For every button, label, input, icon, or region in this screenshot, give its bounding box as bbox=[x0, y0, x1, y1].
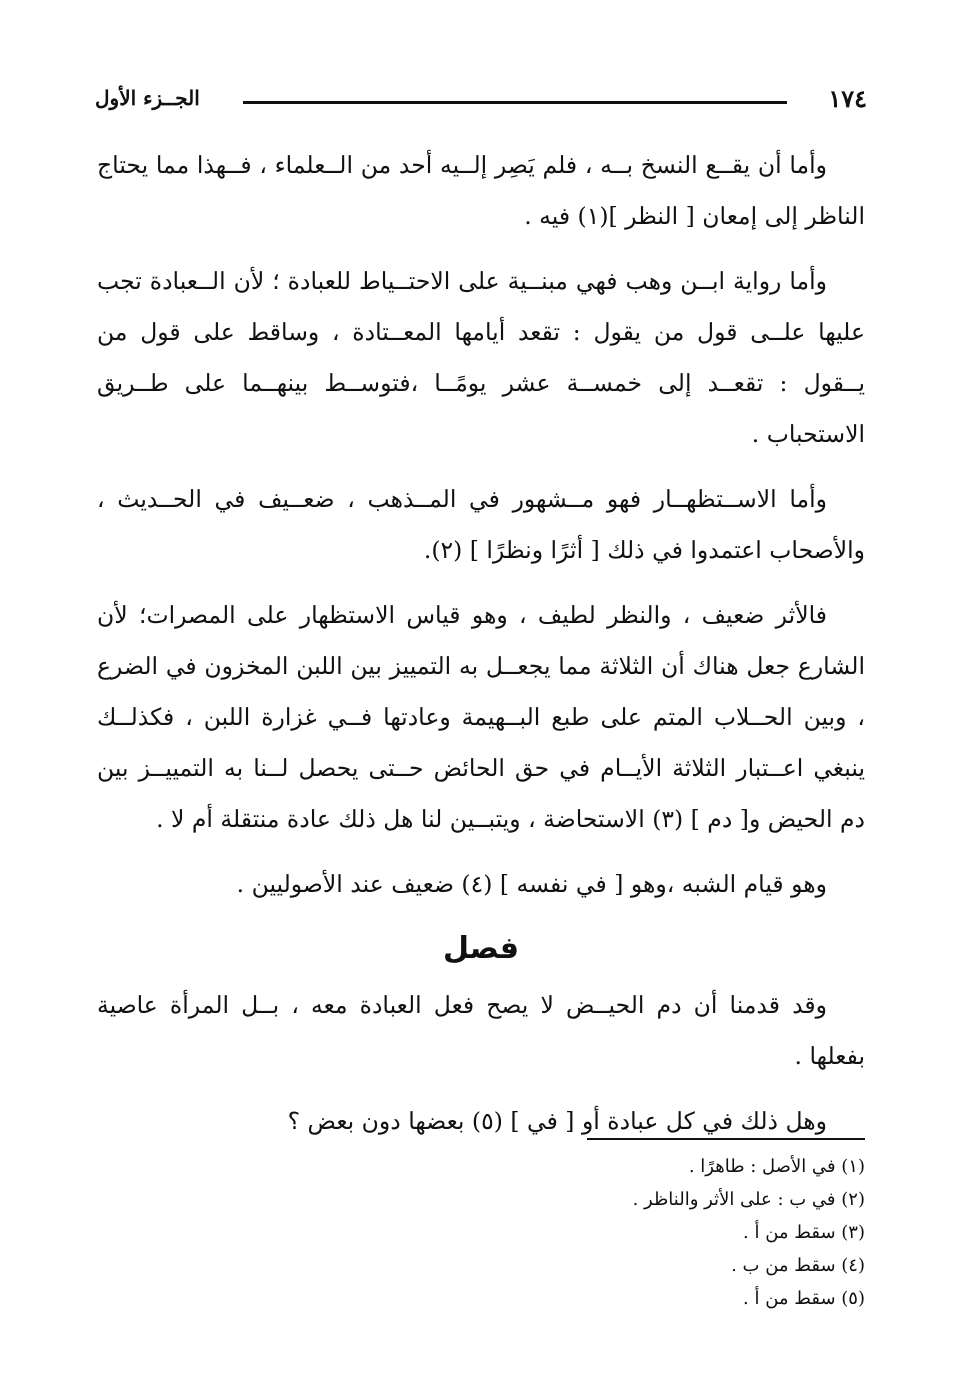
paragraph-4: فالأثر ضعيف ، والنظر لطيف ، وهو قياس الاستظهار على المصرات؛ لأن الشارع جعل هناك أن الثلاثة مما يجعــل به التمييز بين اللبن المخزون في الضرع ، وبين الحــلاب المتم على طبع البــهيمة وعادتها فــي غزارة اللبن ، فكذلــك ينبغي اعــتبار الثلاثة الأيــام في حق الحائض حــتى يحصل لــنا به التمييــز بين دم الحيض و[ دم ] (٣) الاستحاضة ، ويتبــين لنا هل ذلك عادة منتقلة أم لا . bbox=[97, 601, 865, 833]
footnote-4: (٤) سقط من ب . bbox=[731, 1255, 865, 1276]
page-header bbox=[95, 84, 867, 118]
header-rule bbox=[243, 101, 787, 104]
footnotes bbox=[445, 1150, 865, 1315]
section-heading: فصل bbox=[443, 931, 519, 966]
paragraph-6: وقد قدمنا أن دم الحيــض لا يصح فعل العبادة معه ، بــل المرأة عاصية بفعلها . bbox=[97, 991, 865, 1070]
running-title: الجــزء الأول bbox=[95, 86, 200, 110]
paragraph-2: وأما رواية ابــن وهب فهي مبنــية على الاحتــياط للعبادة ؛ لأن الــعبادة تجب عليها علــى قول من يقول : تقعد أيامها المعــتادة ، وساقط على قول من يــقول : تقعــد إلى خمســة عشر يومًــا ،فتوســط بينهــما على طــريق الاستحباب . bbox=[97, 267, 865, 448]
footnote-3: (٣) سقط من أ . bbox=[743, 1222, 865, 1243]
main-text bbox=[97, 140, 865, 1161]
paragraph-3: وأما الاســتظهــار فهو مــشهور في المــذهب ، ضعــيف في الحــديث ، والأصحاب اعتمدوا في ذلك [ أثرًا ونظرًا ] (٢). bbox=[97, 485, 865, 564]
footnote-5: (٥) سقط من أ . bbox=[743, 1288, 865, 1309]
footnote-rule bbox=[587, 1138, 865, 1140]
footnote-1: (١) في الأصل : طاهرًا . bbox=[688, 1156, 865, 1177]
page-number: ١٧٤ bbox=[828, 84, 867, 113]
paragraph-1: وأما أن يقــع النسخ بــه ، فلم يَصِر إلــيه أحد من الــعلماء ، فــهذا مما يحتاج الناظر إلى إمعان [ النظر ](١) فيه . bbox=[97, 151, 865, 230]
paragraph-7: وهل ذلك في كل عبادة أو [ في ] (٥) بعضها دون بعض ؟ bbox=[287, 1107, 827, 1135]
footnote-2: (٢) في ب : على الأثر والناظر . bbox=[632, 1189, 865, 1210]
paragraph-5: وهو قيام الشبه ،وهو [ في نفسه ] (٤) ضعيف عند الأصوليين . bbox=[236, 870, 827, 898]
